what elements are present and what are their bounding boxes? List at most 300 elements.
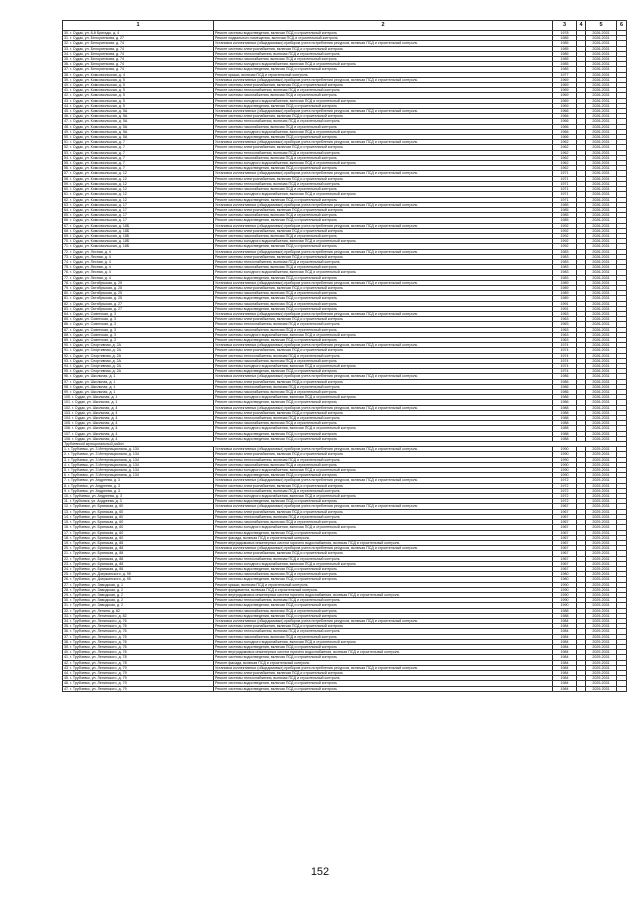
period-cell: 2026-2031 (586, 254, 617, 259)
period-cell: 2026-2031 (586, 41, 617, 46)
work-type-cell: Ремонт системы газоснабжения, включая ПСД и строительный контроль (214, 187, 553, 192)
period-cell: 2026-2031 (586, 197, 617, 202)
work-type-cell: Ремонт системы холодного водоснабжения, включая ПСД и строительный контроль (214, 98, 553, 103)
build-year-cell: 1990 (553, 598, 577, 603)
build-year-cell: 1974 (553, 364, 577, 369)
address-cell: 54. г. Судак, ул. Комсомольская, д. 7 (63, 155, 214, 160)
work-type-cell: Установка коллективных (общедомовых) приборов учета потребления ресурсов, включая ПСД и строительный контроль (214, 77, 553, 82)
period-cell: 2026-2031 (586, 436, 617, 441)
address-cell: 25. г. Трубчевск, ул. Дзержинского, д. 95 (63, 572, 214, 577)
work-type-cell: Ремонт системы холодного водоснабжения, включая ПСД и строительный контроль (214, 468, 553, 473)
build-year-cell: 1986 (553, 395, 577, 400)
work-type-cell: Ремонт системы теплоснабжения, включая ПСД и строительный контроль (214, 51, 553, 56)
period-cell: 2029-2031 (586, 624, 617, 629)
work-type-cell: Ремонт системы электроснабжения, включая ПСД и строительный контроль (214, 83, 553, 88)
build-year-cell: 1972 (553, 499, 577, 504)
period-cell: 2026-2031 (586, 72, 617, 77)
address-cell: 95. г. Судак, ул. Спортивная, д. 2А (63, 369, 214, 374)
table-body (63, 21, 627, 692)
work-type-cell: Установка коллективных (общедомовых) приборов учета потребления ресурсов, включая ПСД и строительный контроль (214, 109, 553, 114)
address-cell: 94. г. Судак, ул. Спортивная, д. 2А (63, 364, 214, 369)
build-year-cell: 1962 (553, 166, 577, 171)
address-cell: 7. г. Трубчевск, ул. Андреева, д. 3 (63, 478, 214, 483)
build-year-cell: 1969 (553, 103, 577, 108)
address-cell: 11. г. Трубчевск, ул. Андреева, д. 3 (63, 499, 214, 504)
address-cell: 40. г. Трубчевск, ул. Ленинского, д. 76 (63, 650, 214, 655)
period-cell: 2026-2031 (586, 207, 617, 212)
build-year-cell: 1992 (553, 223, 577, 228)
column-header-3: 3 (553, 21, 577, 31)
build-year-cell: 1966 (553, 135, 577, 140)
address-cell: 76. г. Судак, ул. Лесная, д. 4 (63, 270, 214, 275)
address-cell: 74. г. Судак, ул. Лесная, д. 4 (63, 259, 214, 264)
period-cell: 2029-2031 (586, 577, 617, 582)
period-cell: 2026-2031 (586, 233, 617, 238)
work-type-cell: Установка коллективных (общедомовых) приборов учета потребления ресурсов, включая ПСД и строительный контроль (214, 546, 553, 551)
period-cell: 2029-2031 (586, 462, 617, 467)
period-cell: 2026-2031 (586, 103, 617, 108)
period-cell: 2026-2031 (586, 98, 617, 103)
build-year-cell: 1967 (553, 551, 577, 556)
build-year-cell: 1989 (553, 285, 577, 290)
period-cell: 2029-2031 (586, 556, 617, 561)
build-year-cell: 1990 (553, 468, 577, 473)
address-cell: 57. г. Судак, ул. Комсомольская, д. 12 (63, 171, 214, 176)
work-type-cell: Ремонт системы электроснабжения, включая ПСД и строительный контроль (214, 483, 553, 488)
build-year-cell: 1988 (553, 421, 577, 426)
build-year-cell: 1986 (553, 384, 577, 389)
period-cell: 2029-2031 (586, 457, 617, 462)
build-year-cell: 1966 (553, 124, 577, 129)
work-type-cell: Установка коллективных (общедомовых) приборов учета потребления ресурсов, включая ПСД и строительный контроль (214, 280, 553, 285)
period-cell: 2026-2031 (586, 176, 617, 181)
period-cell: 2029-2031 (586, 686, 617, 691)
build-year-cell: 1963 (553, 322, 577, 327)
address-cell: 48. г. Судак, ул. Комсомольская, д. 5А (63, 124, 214, 129)
address-cell: 13. г. Трубчевск, ул. Брянская, д. 60 (63, 509, 214, 514)
address-cell: 89. г. Судак, ул. Советская, д. 3 (63, 337, 214, 342)
build-year-cell: 1974 (553, 353, 577, 358)
address-cell: 100. г. Судак, ул. Школьная, д. 1 (63, 395, 214, 400)
period-cell: 2029-2031 (586, 650, 617, 655)
work-type-cell: Ремонт системы водоотведения, включая ПСД и строительный контроль (214, 436, 553, 441)
period-cell: 2029-2031 (586, 670, 617, 675)
address-cell: 9. г. Трубчевск, ул. Андреева, д. 3 (63, 488, 214, 493)
address-cell: 42. г. Судак, ул. Комсомольская, д. 5 (63, 93, 214, 98)
period-cell: 2029-2031 (586, 618, 617, 623)
build-year-cell: 1984 (553, 650, 577, 655)
work-type-cell: Ремонт системы теплоснабжения, включая ПСД и строительный контроль (214, 514, 553, 519)
address-cell: 90. г. Судак, ул. Спортивная, д. 2А (63, 343, 214, 348)
period-cell: 2026-2031 (586, 337, 617, 342)
period-cell: 2026-2031 (586, 426, 617, 431)
work-type-cell: Ремонт системы водоотведения, включая ПСД и строительный контроль (214, 337, 553, 342)
address-cell: 102. г. Судак, ул. Школьная, д. 4 (63, 405, 214, 410)
build-year-cell: 1967 (553, 520, 577, 525)
period-cell: 2026-2031 (586, 421, 617, 426)
build-year-cell: 1966 (553, 114, 577, 119)
work-type-cell: Ремонт системы электроснабжения, включая ПСД и строительный контроль (214, 176, 553, 181)
period-cell: 2026-2031 (586, 296, 617, 301)
period-cell: 2026-2031 (586, 218, 617, 223)
work-type-cell: Ремонт крыши, включая ПСД и строительный контроль (214, 582, 553, 587)
build-year-cell: 1963 (553, 327, 577, 332)
build-year-cell: 1984 (553, 624, 577, 629)
address-cell: 32. г. Судак, ул. Белоусенкова, д. 74 (63, 41, 214, 46)
build-year-cell: 1963 (553, 337, 577, 342)
build-year-cell: 1989 (553, 291, 577, 296)
address-cell: 17. г. Трубчевск, ул. Брянская, д. 60 (63, 530, 214, 535)
period-cell: 2026-2031 (586, 431, 617, 436)
address-cell: 103. г. Судак, ул. Школьная, д. 4 (63, 410, 214, 415)
build-year-cell: 1985 (553, 51, 577, 56)
build-year-cell: 1966 (553, 119, 577, 124)
period-cell: 2029-2031 (586, 566, 617, 571)
address-cell: 12. г. Трубчевск, ул. Брянская, д. 60 (63, 504, 214, 509)
period-cell: 2026-2031 (586, 83, 617, 88)
build-year-cell: 1969 (553, 98, 577, 103)
build-year-cell: 1985 (553, 218, 577, 223)
period-cell: 2029-2031 (586, 488, 617, 493)
address-cell: 10. г. Трубчевск, ул. Андреева, д. 3 (63, 494, 214, 499)
address-cell: 4. г. Трубчевск, ул. 3 Интернационала, д. 134 (63, 462, 214, 467)
address-cell: 36. г. Трубчевск, ул. Ленинского, д. 76 (63, 629, 214, 634)
build-year-cell: 1986 (553, 379, 577, 384)
build-year-cell: 1962 (553, 155, 577, 160)
period-cell: 2026-2031 (586, 374, 617, 379)
build-year-cell: 1990 (553, 592, 577, 597)
work-type-cell: Ремонт системы теплоснабжения, включая ПСД и строительный контроль (214, 322, 553, 327)
period-cell: 2026-2031 (586, 135, 617, 140)
period-cell: 2026-2031 (586, 124, 617, 129)
work-type-cell: Ремонт системы водоотведения, включая ПСД и строительный контроль (214, 103, 553, 108)
work-type-cell: Ремонт системы теплоснабжения, включая ПСД и строительный контроль (214, 150, 553, 155)
period-cell: 2026-2031 (586, 171, 617, 176)
period-cell: 2026-2031 (586, 285, 617, 290)
work-type-cell: Ремонт системы холодного водоснабжения, включая ПСД и строительный контроль (214, 270, 553, 275)
period-cell: 2029-2031 (586, 546, 617, 551)
address-cell: 77. г. Судак, ул. Лесная, д. 4 (63, 275, 214, 280)
address-cell: 34. г. Судак, ул. Белоусенкова, д. 74 (63, 51, 214, 56)
period-cell: 2029-2031 (586, 608, 617, 613)
period-cell: 2029-2031 (586, 613, 617, 618)
period-cell: 2026-2031 (586, 202, 617, 207)
period-cell: 2026-2031 (586, 46, 617, 51)
work-type-cell: Установка коллективных (общедомовых) приборов учета потребления ресурсов, включая ПСД и строительный контроль (214, 140, 553, 145)
build-year-cell: 1962 (553, 161, 577, 166)
work-type-cell: Ремонт системы холодного водоснабжения, включая ПСД и строительный контроль (214, 239, 553, 244)
build-year-cell: 1971 (553, 171, 577, 176)
build-year-cell: 1971 (553, 181, 577, 186)
period-cell: 2026-2031 (586, 57, 617, 62)
period-cell: 2026-2031 (586, 114, 617, 119)
work-type-cell: Ремонт системы газоснабжения, включая ПСД и строительный контроль (214, 608, 553, 613)
work-type-cell: Ремонт системы водоотведения, включая ПСД и строительный контроль (214, 681, 553, 686)
address-cell: 34. г. Трубчевск, ул. Ленинского, д. 76 (63, 618, 214, 623)
work-type-cell: Ремонт системы водоотведения, включая ПСД и строительный контроль (214, 244, 553, 249)
work-type-cell: Установка коллективных (общедомовых) приборов учета потребления ресурсов, включая ПСД и строительный контроль (214, 405, 553, 410)
address-cell: 58. г. Судак, ул. Комсомольская, д. 12 (63, 176, 214, 181)
period-cell: 2029-2031 (586, 598, 617, 603)
build-year-cell: 1980 (553, 572, 577, 577)
work-type-cell: Ремонт системы газоснабжения, включая ПСД и строительный контроль (214, 358, 553, 363)
build-year-cell: 1985 (553, 67, 577, 72)
period-cell: 2029-2031 (586, 660, 617, 665)
build-year-cell: 1971 (553, 176, 577, 181)
address-cell: 43. г. Судак, ул. Комсомольская, д. 5 (63, 98, 214, 103)
period-cell: 2026-2031 (586, 228, 617, 233)
address-cell: 31. г. Трубчевск, ул. Заводская, д. 2 (63, 603, 214, 608)
build-year-cell: 1974 (553, 358, 577, 363)
build-year-cell: 1988 (553, 405, 577, 410)
work-type-cell: Установка коллективных (общедомовых) приборов учета потребления ресурсов, включая ПСД и строительный контроль (214, 41, 553, 46)
address-cell: 104. г. Судак, ул. Школьная, д. 4 (63, 416, 214, 421)
period-cell: 2026-2031 (586, 301, 617, 306)
address-cell: 78. г. Судак, ул. Октябрьская, д. 25 (63, 280, 214, 285)
work-type-cell: Ремонт системы холодного водоснабжения, включая ПСД и строительный контроль (214, 364, 553, 369)
work-type-cell: Установка коллективных (общедомовых) приборов учета потребления ресурсов, включая ПСД и строительный контроль (214, 374, 553, 379)
address-cell: 27. г. Трубчевск, ул. Заводская, д. 1 (63, 582, 214, 587)
period-cell: 2029-2031 (586, 452, 617, 457)
address-cell: 21. г. Трубчевск, ул. Брянская, д. 88 (63, 551, 214, 556)
address-cell: 108. г. Судак, ул. Школьная, д. 4 (63, 436, 214, 441)
period-cell: 2026-2031 (586, 270, 617, 275)
build-year-cell: 1969 (553, 83, 577, 88)
period-cell: 2026-2031 (586, 364, 617, 369)
build-year-cell: 1992 (553, 233, 577, 238)
address-cell: 59. г. Судак, ул. Комсомольская, д. 12 (63, 181, 214, 186)
work-type-cell: Ремонт системы газоснабжения, включая ПСД и строительный контроль (214, 462, 553, 467)
period-cell: 2029-2031 (586, 665, 617, 670)
address-cell: 63. г. Судак, ул. Комсомольская, д. 17 (63, 202, 214, 207)
address-cell: 24. г. Трубчевск, ул. Брянская, д. 88 (63, 566, 214, 571)
address-cell: 105. г. Судак, ул. Школьная, д. 4 (63, 421, 214, 426)
build-year-cell: 1984 (553, 618, 577, 623)
work-type-cell: Ремонт системы холодного водоснабжения, включая ПСД и строительный контроль (214, 639, 553, 644)
address-cell: 107. г. Судак, ул. Школьная, д. 4 (63, 431, 214, 436)
period-cell: 2029-2031 (586, 644, 617, 649)
period-cell: 2026-2031 (586, 317, 617, 322)
address-cell: 46. г. Трубчевск, ул. Ленинского, д. 79 (63, 681, 214, 686)
build-year-cell: 1990 (553, 587, 577, 592)
work-type-cell: Ремонт системы газоснабжения, включая ПСД и строительный контроль (214, 520, 553, 525)
work-type-cell: Ремонт системы теплоснабжения, включая ПСД и строительный контроль (214, 488, 553, 493)
period-cell: 2026-2031 (586, 192, 617, 197)
address-cell: 37. г. Трубчевск, ул. Ленинского, д. 76 (63, 634, 214, 639)
build-year-cell: 1990 (553, 462, 577, 467)
work-type-cell: Ремонт системы водоотведения, включая ПСД и строительный контроль (214, 603, 553, 608)
address-cell: 67. г. Судак, ул. Комсомольская, д. 18Б (63, 223, 214, 228)
work-type-cell: Ремонт системы электроснабжения, включая ПСД и строительный контроль (214, 285, 553, 290)
address-cell: 52. г. Судак, ул. Комсомольская, д. 7 (63, 145, 214, 150)
address-cell: 50. г. Судак, ул. Комсомольская, д. 5А (63, 135, 214, 140)
build-year-cell: 1983 (553, 275, 577, 280)
period-cell: 2026-2031 (586, 353, 617, 358)
address-cell: 99. г. Судак, ул. Школьная, д. 1 (63, 390, 214, 395)
address-cell: 39. г. Трубчевск, ул. Ленинского, д. 76 (63, 644, 214, 649)
address-cell: 56. г. Судак, ул. Комсомольская, д. 7 (63, 166, 214, 171)
build-year-cell: 1991 (553, 306, 577, 311)
period-cell: 2026-2031 (586, 145, 617, 150)
build-year-cell: 1963 (553, 317, 577, 322)
work-type-cell: Установка коллективных (общедомовых) приборов учета потребления ресурсов, включая ПСД и строительный контроль (214, 665, 553, 670)
build-year-cell: 1967 (553, 504, 577, 509)
period-cell: 2026-2031 (586, 369, 617, 374)
period-cell: 2029-2031 (586, 540, 617, 545)
address-cell: 85. г. Судак, ул. Советская, д. 3 (63, 317, 214, 322)
address-cell: 19. г. Трубчевск, ул. Брянская, д. 88 (63, 540, 214, 545)
period-cell: 2026-2031 (586, 405, 617, 410)
build-year-cell: 1974 (553, 369, 577, 374)
period-cell: 2026-2031 (586, 36, 617, 41)
build-year-cell: 1985 (553, 57, 577, 62)
period-cell: 2026-2031 (586, 379, 617, 384)
address-cell: 38. г. Судак, ул. Комсомольская, д. 4 (63, 72, 214, 77)
address-cell: 5. г. Трубчевск, ул. 3 Интернационала, д. 134 (63, 468, 214, 473)
address-cell: 36. г. Судак, ул. Белоусенкова, д. 74 (63, 62, 214, 67)
work-type-cell: Ремонт внутридомовых инженерных систем горячего водоснабжения, включая ПСД и строительный контроль (214, 650, 553, 655)
address-cell: 87. г. Судак, ул. Советская, д. 3 (63, 327, 214, 332)
address-cell: 82. г. Судак, ул. Октябрьская, д. 27 (63, 301, 214, 306)
section-title: Трубчевский муниципальный район (63, 442, 627, 447)
work-type-cell: Ремонт системы водоотведения, включая ПСД и строительный контроль (214, 686, 553, 691)
build-year-cell: 1983 (553, 270, 577, 275)
work-type-cell: Ремонт системы газоснабжения, включая ПСД и строительный контроль (214, 421, 553, 426)
address-cell: 3. г. Трубчевск, ул. 3 Интернационала, д. 134 (63, 457, 214, 462)
period-cell: 2029-2031 (586, 525, 617, 530)
address-cell: 44. г. Судак, ул. Комсомольская, д. 5 (63, 103, 214, 108)
build-year-cell: 1977 (553, 72, 577, 77)
period-cell: 2026-2031 (586, 280, 617, 285)
work-type-cell: Ремонт системы теплоснабжения, включая ПСД и строительный контроль (214, 119, 553, 124)
period-cell: 2026-2031 (586, 410, 617, 415)
work-type-cell: Ремонт внутридомовых инженерных систем горячего водоснабжения, включая ПСД и строительный контроль (214, 540, 553, 545)
work-type-cell: Ремонт системы водоотведения, включая ПСД и строительный контроль (214, 400, 553, 405)
work-type-cell: Установка коллективных (общедомовых) приборов учета потребления ресурсов, включая ПСД и строительный контроль (214, 343, 553, 348)
work-type-cell: Ремонт системы водоотведения, включая ПСД и строительный контроль (214, 566, 553, 571)
address-cell: 35. г. Трубчевск, ул. Ленинского, д. 76 (63, 624, 214, 629)
address-cell: 33. г. Трубчевск, ул. Ленинского, д. 82 (63, 613, 214, 618)
address-cell: 88. г. Судак, ул. Советская, д. 3 (63, 332, 214, 337)
address-cell: 97. г. Судак, ул. Школьная, д. 1 (63, 379, 214, 384)
period-cell: 2029-2031 (586, 520, 617, 525)
work-type-cell: Ремонт системы водоотведения, включая ПСД и строительный контроль (214, 166, 553, 171)
period-cell: 2026-2031 (586, 155, 617, 160)
work-type-cell: Ремонт системы водоотведения, включая ПСД и строительный контроль (214, 644, 553, 649)
build-year-cell: 1986 (553, 374, 577, 379)
period-cell: 2029-2031 (586, 509, 617, 514)
work-type-cell: Ремонт системы водоотведения, включая ПСД и строительный контроль (214, 67, 553, 72)
address-cell: 55. г. Судак, ул. Комсомольская, д. 7 (63, 161, 214, 166)
work-type-cell: Ремонт системы электроснабжения, включая ПСД и строительный контроль (214, 114, 553, 119)
period-cell: 2026-2031 (586, 265, 617, 270)
work-type-cell: Ремонт системы газоснабжения, включая ПСД и строительный контроль (214, 213, 553, 218)
build-year-cell: 1988 (553, 436, 577, 441)
build-year-cell: 1989 (553, 280, 577, 285)
address-cell: 40. г. Судак, ул. Комсомольская, д. 5 (63, 83, 214, 88)
work-type-cell: Ремонт системы водоотведения, включая ПСД и строительный контроль (214, 431, 553, 436)
address-cell: 32. г. Трубчевск, ул. Ленина, д. 82 (63, 608, 214, 613)
build-year-cell: 1972 (553, 483, 577, 488)
work-type-cell: Ремонт системы газоснабжения, включая ПСД и строительный контроль (214, 301, 553, 306)
page-number: 152 (310, 866, 330, 878)
build-year-cell: 1986 (553, 390, 577, 395)
period-cell: 2029-2031 (586, 535, 617, 540)
work-type-cell: Ремонт системы электроснабжения, включая ПСД и строительный контроль (214, 379, 553, 384)
build-year-cell: 1988 (553, 431, 577, 436)
period-cell: 2029-2031 (586, 473, 617, 478)
address-cell: 38. г. Трубчевск, ул. Ленинского, д. 76 (63, 639, 214, 644)
address-cell: 60. г. Судак, ул. Комсомольская, д. 12 (63, 187, 214, 192)
address-cell: 98. г. Судак, ул. Школьная, д. 1 (63, 384, 214, 389)
period-cell: 2029-2031 (586, 514, 617, 519)
address-cell: 15. г. Трубчевск, ул. Брянская, д. 60 (63, 520, 214, 525)
empty-cell (617, 686, 627, 691)
address-cell: 37. г. Судак, ул. Белоусенкова, д. 74 (63, 67, 214, 72)
work-type-cell: Ремонт системы холодного водоснабжения, включая ПСД и строительный контроль (214, 395, 553, 400)
build-year-cell: 1963 (553, 332, 577, 337)
address-cell: 45. г. Трубчевск, ул. Ленинского, д. 79 (63, 676, 214, 681)
period-cell: 2026-2031 (586, 213, 617, 218)
build-year-cell: 1984 (553, 665, 577, 670)
column-header-6: 6 (617, 21, 627, 31)
address-cell: 22. г. Трубчевск, ул. Брянская, д. 88 (63, 556, 214, 561)
period-cell: 2029-2031 (586, 572, 617, 577)
work-type-cell: Ремонт фундамента, включая ПСД и строительный контроль (214, 587, 553, 592)
address-cell: 45. г. Судак, ул. Комсомольская, д. 5А (63, 109, 214, 114)
period-cell: 2029-2031 (586, 634, 617, 639)
work-type-cell: Установка коллективных (общедомовых) приборов учета потребления ресурсов, включая ПСД и строительный контроль (214, 171, 553, 176)
work-type-cell: Установка коллективных (общедомовых) приборов учета потребления ресурсов, включая ПСД и строительный контроль (214, 618, 553, 623)
period-cell: 2026-2031 (586, 109, 617, 114)
period-cell: 2026-2031 (586, 249, 617, 254)
work-type-cell: Установка коллективных (общедомовых) приборов учета потребления ресурсов, включая ПСД и строительный контроль (214, 447, 553, 452)
period-cell: 2026-2031 (586, 187, 617, 192)
work-type-cell: Ремонт системы газоснабжения, включая ПСД и строительный контроль (214, 390, 553, 395)
address-cell: 18. г. Трубчевск, ул. Брянская, д. 60 (63, 535, 214, 540)
build-year-cell: 1988 (553, 613, 577, 618)
column-header-4: 4 (577, 21, 586, 31)
address-cell: 65. г. Судак, ул. Комсомольская, д. 17 (63, 213, 214, 218)
period-cell: 2026-2031 (586, 384, 617, 389)
period-cell: 2026-2031 (586, 259, 617, 264)
work-type-cell: Ремонт системы электроснабжения, включая ПСД и строительный контроль (214, 207, 553, 212)
work-type-cell: Ремонт системы водоотведения, включая ПСД и строительный контроль (214, 135, 553, 140)
period-cell: 2029-2031 (586, 639, 617, 644)
build-year-cell: 1984 (553, 681, 577, 686)
address-cell: 75. г. Судак, ул. Лесная, д. 4 (63, 265, 214, 270)
work-type-cell: Ремонт системы теплоснабжения, включая ПСД и строительный контроль (214, 556, 553, 561)
address-cell: 84. г. Судак, ул. Советская, д. 3 (63, 311, 214, 316)
build-year-cell: 1984 (553, 639, 577, 644)
period-cell: 2026-2031 (586, 311, 617, 316)
address-cell: 6. г. Трубчевск, ул. 3 Интернационала, д. 134 (63, 473, 214, 478)
column-header-1: 1 (63, 21, 214, 31)
address-cell: 96. г. Судак, ул. Школьная, д. 1 (63, 374, 214, 379)
address-cell: 26. г. Трубчевск, ул. Дзержинского, д. 95 (63, 577, 214, 582)
build-year-cell: 1990 (553, 603, 577, 608)
work-type-cell: Ремонт системы газоснабжения, включая ПСД и строительный контроль (214, 291, 553, 296)
build-year-cell: 1983 (553, 249, 577, 254)
build-year-cell: 1971 (553, 187, 577, 192)
work-type-cell: Ремонт системы электроснабжения, включая ПСД и строительный контроль (214, 254, 553, 259)
build-year-cell: 1985 (553, 62, 577, 67)
build-year-cell: 1984 (553, 686, 577, 691)
build-year-cell: 1980 (553, 577, 577, 582)
build-year-cell: 1984 (553, 644, 577, 649)
build-year-cell: 1985 (553, 46, 577, 51)
work-type-cell: Ремонт системы водоотведения, включая ПСД и строительный контроль (214, 577, 553, 582)
